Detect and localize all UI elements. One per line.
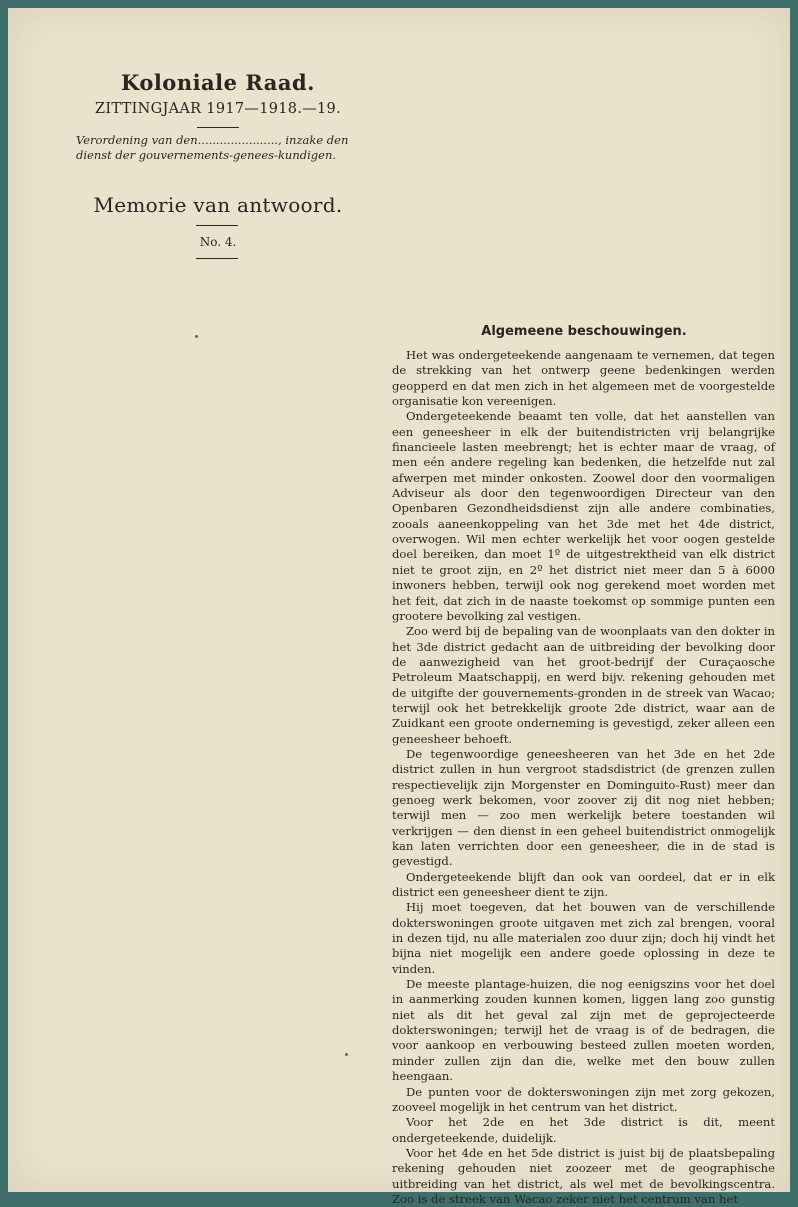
session-year: ZITTINGJAAR 1917—1918.—19.	[95, 101, 341, 117]
memo-divider-top	[196, 225, 238, 226]
paragraph: De tegenwoordige geneesheeren van het 3de en het 2de district zullen in hun vergroot stadsdistrict (de grenzen zullen respectievelijk zijn Morgenster en Dominguito-Rust) meer dan genoeg werk bekomen, voor zoover zij dit nog niet hebben; terwijl men — zoo men werkelijk betere toestanden wil verkrijgen — den dienst in een geheel buitendistrict onmogelijk kan laten verrichten door een geneesheer, die in de stad is gevestigd.	[392, 746, 775, 869]
paper-speck	[195, 335, 198, 338]
document-header	[68, 70, 368, 128]
header-divider	[197, 127, 239, 128]
ordinance-subject: Verordening van den......................, inzake den dienst der gouvernements-genees-kundigen.	[76, 133, 349, 162]
paragraph: Ondergeteekende blijft dan ook van oordeel, dat er in elk district een geneesheer dient te zijn.	[392, 869, 775, 900]
memo-divider-bottom	[196, 258, 238, 259]
council-title: Koloniale Raad.	[121, 70, 315, 95]
document-number: No. 4.	[199, 235, 237, 249]
paragraph: Voor het 4de en het 5de district is juist bij de plaatsbepaling rekening gehouden niet zoozeer met de geographische uitbreiding van het district, als wel met de bevolkingscentra. Zoo is de streek van Wacao zeker niet het centrum van het	[392, 1145, 775, 1206]
paper-speck	[345, 1053, 348, 1056]
paragraph: De punten voor de dokterswoningen zijn met zorg gekozen, zooveel mogelijk in het centrum van het district.	[392, 1084, 775, 1114]
paragraph: Hij moet toegeven, dat het bouwen van de verschillende dokterswoningen groote uitgaven met zich zal brengen, vooral in dezen tijd, nu alle materialen zoo duur zijn; doch hij vindt het bijna niet mogelijk een andere goede oplossing in deze te vinden.	[392, 900, 775, 976]
paragraph: Het was ondergeteekende aangenaam te vernemen, dat tegen de strekking van het ontwerp geene bedenkingen werden geopperd en dat men zich in het algemeen met de voorgestelde organisatie kon vereenigen.	[392, 348, 775, 409]
paragraph: De meeste plantage-huizen, die nog eenigszins voor het doel in aanmerking zouden kunnen komen, liggen lang zoo gunstig niet als dit het geval zal zijn met de geprojecteerde dokterswoningen; terwijl het de vraag is of de bedragen, die voor aankoop en verbouwing besteed zullen moeten worden, minder zullen zijn dan die, welke met den bouw zullen heengaan.	[392, 977, 775, 1084]
paragraph: Voor het 2de en het 3de district is dit, meent ondergeteekende, duidelijk.	[392, 1115, 775, 1145]
body-text	[392, 348, 775, 1207]
paragraph: Ondergeteekende beaamt ten volle, dat het aanstellen van een geneesheer in elk der buitendistricten vrij belangrijke financieele lasten meebrengt; het is echter maar de vraag, of men eén andere regeling kan bedenken, die hetzelfde nut zal afwerpen met minder onkosten. Zoowel door den voormaligen Adviseur als door den tegenwoordigen Directeur van den Openbaren Gezondheidsdienst zijn alle andere combinaties, zooals aaneenkoppeling van het 3de met het 4de district, overwogen. Wil men echter werkelijk het voor oogen gestelde doel bereiken, dan moet 1º de uitgestrektheid van elk district niet te groot zijn, en 2º het district niet meer dan 5 à 6000 inwoners hebben, terwijl ook nog gerekend moet worden met het feit, dat zich in de naaste toekomst op sommige punten een grootere bevolking zal vestigen.	[392, 409, 775, 623]
section-heading: Algemeene beschouwingen.	[481, 324, 687, 339]
memo-title: Memorie van antwoord.	[93, 193, 343, 217]
document-page	[8, 8, 790, 1206]
paragraph: Zoo werd bij de bepaling van de woonplaats van den dokter in het 3de district gedacht aan de uitbreiding der bevolking door de aanwezigheid van het groot-bedrijf der Curaçaosche Petroleum Maatschappij, en werd bijv. rekening gehouden met de uitgifte der gouvernements-gronden in de streek van Wacao; terwijl ook het betrekkelijk groote 2de district, waar aan de Zuidkant een groote onderneming is gevestigd, zeker alleen een geneesheer behoeft.	[392, 624, 775, 746]
